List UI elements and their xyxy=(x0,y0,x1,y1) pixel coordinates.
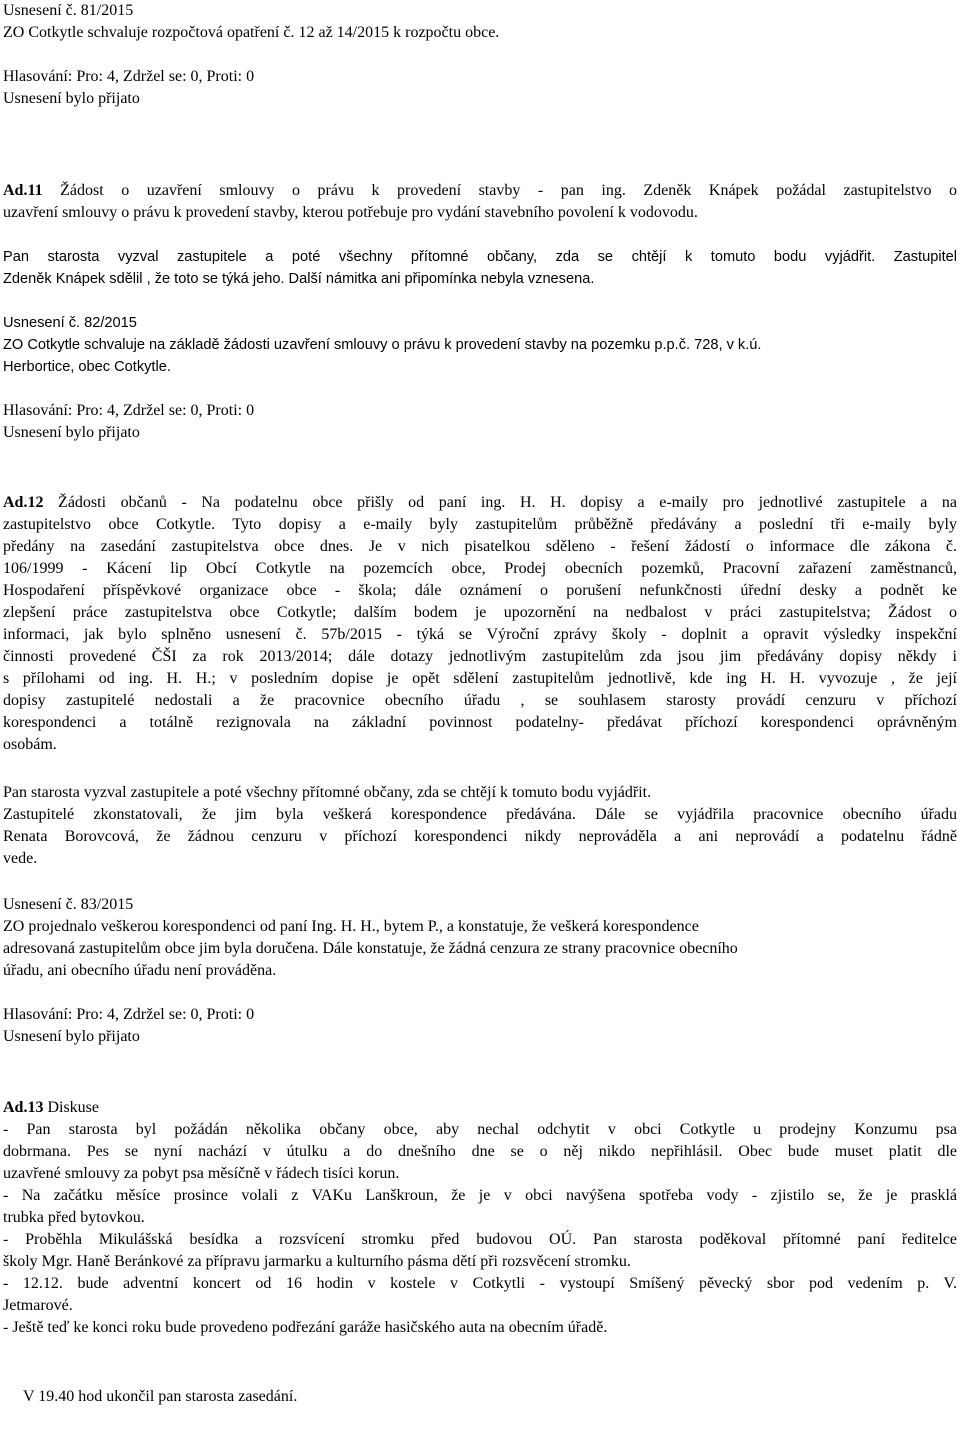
ad13-heading-rest: Diskuse xyxy=(43,1099,100,1116)
ad12-line-6: informaci, jak bylo splněno usnesení č. 57b/2015 - týká se Výroční zprávy školy - doplnit a opravit výsledky inspekční xyxy=(3,626,957,643)
ad12-para2-line-0: Pan starosta vyzval zastupitele a poté všechny přítomné občany, zda se chtějí k tomuto bodu vyjádřit. xyxy=(3,784,652,801)
resolution-82-vote: Hlasování: Pro: 4, Zdržel se: 0, Proti: 0 xyxy=(3,402,255,419)
ad13-heading: Ad.13 xyxy=(3,1099,44,1116)
resolution-81-result: Usnesení bylo přijato xyxy=(3,90,140,107)
resolution-83-line-1: adresovaná zastupitelům obce jim byla doručena. Dále konstatuje, že žádná cenzura ze strany pracovnice obecního xyxy=(3,940,738,957)
resolution-83-number: Usnesení č. 83/2015 xyxy=(3,896,134,913)
ad13-line-0: - Pan starosta byl požádán několika občany obce, aby nechal odchytit v obci Cotkytle u prodejny Konzumu psa xyxy=(3,1121,957,1138)
ad12-line-3: 106/1999 - Kácení lip Obcí Cotkytle na pozemcích obce, Prodej obecních pozemků, Pracovní zařazení zaměstnanců, xyxy=(3,560,957,577)
ad12-line-2: předány na zasedání zastupitelstva obce dnes. Je v nich pisatelkou sděleno - řešení žádostí o informace dle zákona č. xyxy=(3,538,957,555)
closing-line: V 19.40 hod ukončil pan starosta zasedání. xyxy=(23,1388,298,1405)
resolution-82-number: Usnesení č. 82/2015 xyxy=(3,315,137,331)
resolution-81-vote: Hlasování: Pro: 4, Zdržel se: 0, Proti: 0 xyxy=(3,68,255,85)
ad12-heading: Ad.12 xyxy=(3,494,44,511)
ad11-heading-line xyxy=(3,180,957,202)
ad13-heading-line xyxy=(3,1097,99,1119)
resolution-83-vote: Hlasování: Pro: 4, Zdržel se: 0, Proti: 0 xyxy=(3,1006,255,1023)
ad12-para2-line-2: Renata Borovcová, že žádnou cenzuru v příchozí korespondenci nikdy neprováděla a ani neprovádí a podatelnu řádně xyxy=(3,828,957,845)
resolution-83-result: Usnesení bylo přijato xyxy=(3,1028,140,1045)
ad12-para2-line-3: vede. xyxy=(3,850,38,867)
ad12-line-4: Hospodaření příspěvkové organizace obce - škola; dále oznámení o porušení nefunkčnosti úřední desky a podnět ke xyxy=(3,582,957,599)
ad13-line-5: - Proběhla Mikulášská besídka a rozsvícení stromku před budovou OÚ. Pan starosta poděkoval přítomné paní ředitelce xyxy=(3,1231,957,1248)
ad13-line-1: dobrmana. Pes se nyní nachází v útulku a do dnešního dne se o něj nikdo nepřihlásil. Obec bude muset platit dle xyxy=(3,1143,957,1160)
ad11-line2: uzavření smlouvy o právu k provedení stavby, kterou potřebuje pro vydání stavebního povolení k vodovodu. xyxy=(3,204,698,221)
ad12-line-1: zastupitelstvo obce Cotkytle. Tyto dopisy a e-maily byly zastupitelům průběžně předávány a poslední tři e-maily byly xyxy=(3,516,957,533)
resolution-81-number: Usnesení č. 81/2015 xyxy=(3,2,134,19)
ad12-line0-text: Žádosti občanů - Na podatelnu obce přišly od paní ing. H. H. dopisy a e-maily pro jednotlivé zastupitele a na xyxy=(43,494,957,511)
ad13-line-8: Jetmarové. xyxy=(3,1297,73,1314)
resolution-83-line-2: úřadu, ani obecního úřadu není prováděna. xyxy=(3,962,277,979)
resolution-81-text: ZO Cotkytle schvaluje rozpočtová opatření č. 12 až 14/2015 k rozpočtu obce. xyxy=(3,24,500,41)
resolution-83-line-0: ZO projednalo veškerou korespondenci od paní Ing. H. H., bytem P., a konstatuje, že veškerá korespondence xyxy=(3,918,699,935)
resolution-82-line2: Herbortice, obec Cotkytle. xyxy=(3,359,171,375)
ad12-line-5: zlepšení práce zastupitelstva obce Cotkytle; dalším bodem je upozornění na nedbalost v práci zastupitelstva; Žádost o xyxy=(3,604,957,621)
ad12-line-0 xyxy=(3,492,957,514)
resolution-82-result: Usnesení bylo přijato xyxy=(3,424,140,441)
ad13-line-2: uzavřené smlouvy za pobyt psa měsíčně v řádech tisíci korun. xyxy=(3,1165,400,1182)
ad13-line-7: - 12.12. bude adventní koncert od 16 hodin v kostele v Cotkytli - vystoupí Smíšený pěvecký sbor pod vedením p. V. xyxy=(3,1275,957,1292)
ad12-line-8: s přílohami od ing. H. H.; v posledním dopise je opět sdělení zastupitelům jednotlivě, kde ing H. H. vyvozuje , že její xyxy=(3,670,957,687)
ad12-line-9: dopisy zastupitelé nedostali a že pracovnice obecního úřadu , se souhlasem starosty provádí cenzuru v příchozí xyxy=(3,692,957,709)
ad12-line-11: osobám. xyxy=(3,736,57,753)
ad12-line-7: činnosti provedené ČŠI za rok 2013/2014; dále dotazy jednotlivým zastupitelům zda jsou jim předávány dopisy někdy i xyxy=(3,648,957,665)
ad11-line1: Žádost o uzavření smlouvy o právu k provedení stavby - pan ing. Zdeněk Knápek požádal zastupitelstvo o xyxy=(42,182,957,199)
ad12-para2-line-1: Zastupitelé zkonstatovali, že jim byla veškerá korespondence předávána. Dále se vyjádřila pracovnice obecního úřadu xyxy=(3,806,957,823)
ad13-line-6: školy Mgr. Haně Beránkové za přípravu jarmarku a kulturního pásma dětí při rozsvěcení stromku. xyxy=(3,1253,631,1270)
ad13-line-4: trubka před bytovkou. xyxy=(3,1209,145,1226)
ad13-line-3: - Na začátku měsíce prosince volali z VAKu Lanškroun, že je v obci navýšena spotřeba vody - zjistilo se, že je prasklá xyxy=(3,1187,957,1204)
ad11-heading: Ad.11 xyxy=(3,182,43,199)
ad11-para2-line2: Zdeněk Knápek sdělil , že toto se týká jeho. Další námitka ani připomínka nebyla vznesena. xyxy=(3,271,595,287)
ad11-para2-line1: Pan starosta vyzval zastupitele a poté všechny přítomné občany, zda se chtějí k tomuto bodu vyjádřit. Zastupitel xyxy=(3,249,957,265)
ad12-line-10: korespondenci a totálně rezignovala na základní povinnost podatelny- předávat příchozí korespondenci oprávněným xyxy=(3,714,957,731)
ad13-line-9: - Ještě teď ke konci roku bude provedeno podřezání garáže hasičského auta na obecním úřadě. xyxy=(3,1319,608,1336)
resolution-82-line1: ZO Cotkytle schvaluje na základě žádosti uzavření smlouvy o právu k provedení stavby na pozemku p.p.č. 728, v k.ú. xyxy=(3,337,762,353)
